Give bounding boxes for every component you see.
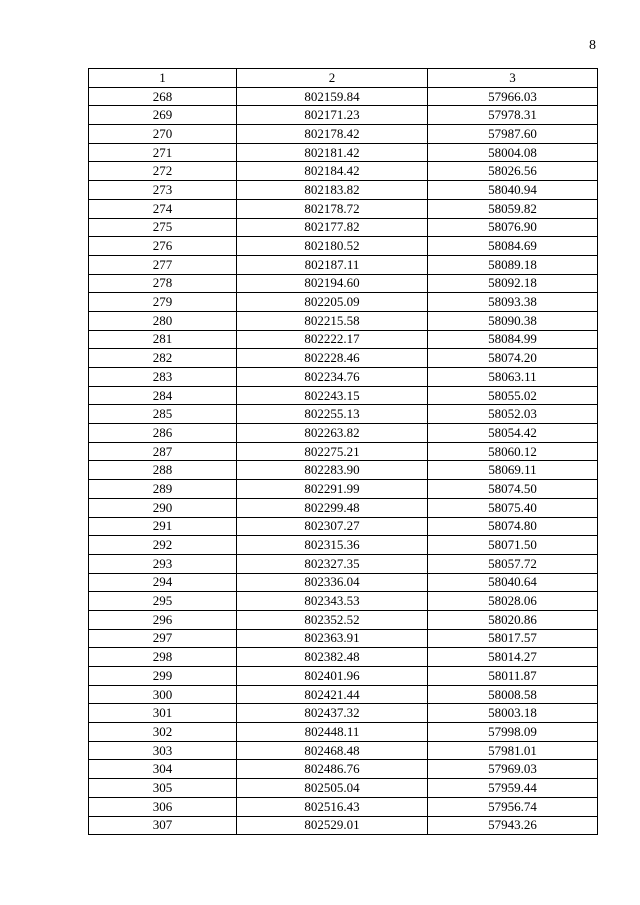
point-number-cell: 276: [89, 237, 237, 256]
x-coordinate-cell: 802437.32: [237, 704, 428, 723]
y-coordinate-cell: 58071.50: [428, 536, 598, 555]
x-coordinate-cell: 802448.11: [237, 723, 428, 742]
y-coordinate-cell: 58004.08: [428, 143, 598, 162]
point-number-cell: 275: [89, 218, 237, 237]
y-coordinate-cell: 58026.56: [428, 162, 598, 181]
table-row: [89, 255, 598, 274]
y-coordinate-cell: 58093.38: [428, 293, 598, 312]
x-coordinate-cell: 802327.35: [237, 554, 428, 573]
table-header-row: [89, 69, 598, 88]
y-coordinate-cell: 58059.82: [428, 199, 598, 218]
table-row: [89, 610, 598, 629]
table-row: [89, 199, 598, 218]
point-number-cell: 282: [89, 349, 237, 368]
table-row: [89, 125, 598, 144]
point-number-cell: 270: [89, 125, 237, 144]
column-header-2: 2: [237, 69, 428, 88]
y-coordinate-cell: 57959.44: [428, 779, 598, 798]
table-row: [89, 704, 598, 723]
y-coordinate-cell: 57956.74: [428, 797, 598, 816]
table-row: [89, 237, 598, 256]
table-row: [89, 517, 598, 536]
table-row: [89, 293, 598, 312]
table-row: [89, 368, 598, 387]
point-number-cell: 286: [89, 424, 237, 443]
table-row: [89, 162, 598, 181]
page-number: 8: [589, 38, 596, 53]
x-coordinate-cell: 802336.04: [237, 573, 428, 592]
point-number-cell: 303: [89, 741, 237, 760]
table-row: [89, 592, 598, 611]
x-coordinate-cell: 802421.44: [237, 685, 428, 704]
point-number-cell: 287: [89, 442, 237, 461]
table-row: [89, 461, 598, 480]
point-number-cell: 290: [89, 498, 237, 517]
x-coordinate-cell: 802516.43: [237, 797, 428, 816]
y-coordinate-cell: 58052.03: [428, 405, 598, 424]
x-coordinate-cell: 802486.76: [237, 760, 428, 779]
table-row: [89, 536, 598, 555]
x-coordinate-cell: 802181.42: [237, 143, 428, 162]
x-coordinate-cell: 802468.48: [237, 741, 428, 760]
x-coordinate-cell: 802363.91: [237, 629, 428, 648]
y-coordinate-cell: 58074.20: [428, 349, 598, 368]
x-coordinate-cell: 802299.48: [237, 498, 428, 517]
point-number-cell: 296: [89, 610, 237, 629]
table-row: [89, 723, 598, 742]
y-coordinate-cell: 58069.11: [428, 461, 598, 480]
x-coordinate-cell: 802275.21: [237, 442, 428, 461]
point-number-cell: 289: [89, 480, 237, 499]
x-coordinate-cell: 802183.82: [237, 181, 428, 200]
table-row: [89, 573, 598, 592]
x-coordinate-cell: 802171.23: [237, 106, 428, 125]
point-number-cell: 301: [89, 704, 237, 723]
table-row: [89, 685, 598, 704]
x-coordinate-cell: 802228.46: [237, 349, 428, 368]
point-number-cell: 278: [89, 274, 237, 293]
x-coordinate-cell: 802194.60: [237, 274, 428, 293]
point-number-cell: 291: [89, 517, 237, 536]
table-row: [89, 741, 598, 760]
y-coordinate-cell: 58020.86: [428, 610, 598, 629]
table-body: [89, 87, 598, 835]
x-coordinate-cell: 802255.13: [237, 405, 428, 424]
point-number-cell: 281: [89, 330, 237, 349]
x-coordinate-cell: 802187.11: [237, 255, 428, 274]
y-coordinate-cell: 58017.57: [428, 629, 598, 648]
y-coordinate-cell: 58040.94: [428, 181, 598, 200]
table-row: [89, 106, 598, 125]
y-coordinate-cell: 58011.87: [428, 667, 598, 686]
point-number-cell: 280: [89, 311, 237, 330]
y-coordinate-cell: 58040.64: [428, 573, 598, 592]
x-coordinate-cell: 802315.36: [237, 536, 428, 555]
x-coordinate-cell: 802243.15: [237, 386, 428, 405]
x-coordinate-cell: 802178.42: [237, 125, 428, 144]
y-coordinate-cell: 57969.03: [428, 760, 598, 779]
x-coordinate-cell: 802222.17: [237, 330, 428, 349]
x-coordinate-cell: 802215.58: [237, 311, 428, 330]
y-coordinate-cell: 57981.01: [428, 741, 598, 760]
point-number-cell: 285: [89, 405, 237, 424]
point-number-cell: 283: [89, 368, 237, 387]
y-coordinate-cell: 57987.60: [428, 125, 598, 144]
point-number-cell: 288: [89, 461, 237, 480]
column-header-3: 3: [428, 69, 598, 88]
table-row: [89, 424, 598, 443]
y-coordinate-cell: 58075.40: [428, 498, 598, 517]
y-coordinate-cell: 58084.69: [428, 237, 598, 256]
x-coordinate-cell: 802505.04: [237, 779, 428, 798]
y-coordinate-cell: 58092.18: [428, 274, 598, 293]
table-row: [89, 442, 598, 461]
table-row: [89, 349, 598, 368]
x-coordinate-cell: 802401.96: [237, 667, 428, 686]
point-number-cell: 273: [89, 181, 237, 200]
table-row: [89, 480, 598, 499]
x-coordinate-cell: 802180.52: [237, 237, 428, 256]
y-coordinate-cell: 58090.38: [428, 311, 598, 330]
y-coordinate-cell: 57966.03: [428, 87, 598, 106]
point-number-cell: 277: [89, 255, 237, 274]
table-row: [89, 779, 598, 798]
table-row: [89, 405, 598, 424]
point-number-cell: 306: [89, 797, 237, 816]
point-number-cell: 297: [89, 629, 237, 648]
point-number-cell: 299: [89, 667, 237, 686]
point-number-cell: 279: [89, 293, 237, 312]
point-number-cell: 298: [89, 648, 237, 667]
y-coordinate-cell: 58055.02: [428, 386, 598, 405]
y-coordinate-cell: 58076.90: [428, 218, 598, 237]
point-number-cell: 274: [89, 199, 237, 218]
y-coordinate-cell: 58060.12: [428, 442, 598, 461]
point-number-cell: 284: [89, 386, 237, 405]
point-number-cell: 294: [89, 573, 237, 592]
point-number-cell: 293: [89, 554, 237, 573]
table-row: [89, 648, 598, 667]
x-coordinate-cell: 802177.82: [237, 218, 428, 237]
table-row: [89, 311, 598, 330]
table-row: [89, 143, 598, 162]
table-row: [89, 554, 598, 573]
point-number-cell: 300: [89, 685, 237, 704]
x-coordinate-cell: 802352.52: [237, 610, 428, 629]
x-coordinate-cell: 802343.53: [237, 592, 428, 611]
point-number-cell: 271: [89, 143, 237, 162]
y-coordinate-cell: 58014.27: [428, 648, 598, 667]
x-coordinate-cell: 802291.99: [237, 480, 428, 499]
x-coordinate-cell: 802283.90: [237, 461, 428, 480]
table-row: [89, 498, 598, 517]
table-row: [89, 816, 598, 835]
y-coordinate-cell: 58028.06: [428, 592, 598, 611]
point-number-cell: 302: [89, 723, 237, 742]
y-coordinate-cell: 57943.26: [428, 816, 598, 835]
x-coordinate-cell: 802529.01: [237, 816, 428, 835]
x-coordinate-cell: 802382.48: [237, 648, 428, 667]
table-row: [89, 330, 598, 349]
x-coordinate-cell: 802307.27: [237, 517, 428, 536]
table-row: [89, 629, 598, 648]
y-coordinate-cell: 58074.80: [428, 517, 598, 536]
point-number-cell: 304: [89, 760, 237, 779]
point-number-cell: 307: [89, 816, 237, 835]
x-coordinate-cell: 802184.42: [237, 162, 428, 181]
y-coordinate-cell: 58063.11: [428, 368, 598, 387]
table-row: [89, 274, 598, 293]
y-coordinate-cell: 58089.18: [428, 255, 598, 274]
table-row: [89, 181, 598, 200]
y-coordinate-cell: 58084.99: [428, 330, 598, 349]
point-number-cell: 268: [89, 87, 237, 106]
table-row: [89, 667, 598, 686]
y-coordinate-cell: 58054.42: [428, 424, 598, 443]
point-number-cell: 305: [89, 779, 237, 798]
x-coordinate-cell: 802263.82: [237, 424, 428, 443]
table-row: [89, 386, 598, 405]
x-coordinate-cell: 802205.09: [237, 293, 428, 312]
table-row: [89, 760, 598, 779]
table-row: [89, 87, 598, 106]
table-row: [89, 797, 598, 816]
x-coordinate-cell: 802159.84: [237, 87, 428, 106]
column-header-1: 1: [89, 69, 237, 88]
point-number-cell: 295: [89, 592, 237, 611]
y-coordinate-cell: 58057.72: [428, 554, 598, 573]
point-number-cell: 272: [89, 162, 237, 181]
y-coordinate-cell: 58008.58: [428, 685, 598, 704]
point-number-cell: 292: [89, 536, 237, 555]
point-number-cell: 269: [89, 106, 237, 125]
x-coordinate-cell: 802178.72: [237, 199, 428, 218]
y-coordinate-cell: 57998.09: [428, 723, 598, 742]
y-coordinate-cell: 58003.18: [428, 704, 598, 723]
coordinates-table: [88, 68, 598, 835]
y-coordinate-cell: 57978.31: [428, 106, 598, 125]
table-row: [89, 218, 598, 237]
y-coordinate-cell: 58074.50: [428, 480, 598, 499]
x-coordinate-cell: 802234.76: [237, 368, 428, 387]
